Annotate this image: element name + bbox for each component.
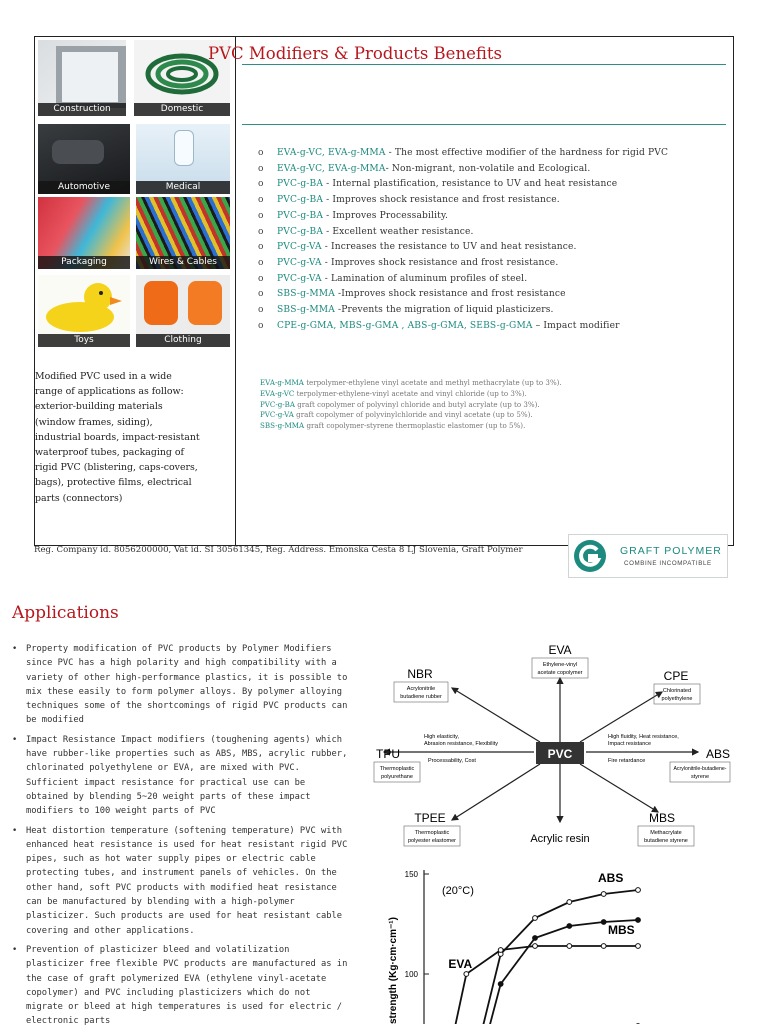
iv-bag-image xyxy=(174,130,194,166)
series-label-mbs: MBS xyxy=(608,923,635,937)
data-point-eva xyxy=(464,972,469,977)
graft-polymer-logo xyxy=(568,534,728,578)
data-point-eva xyxy=(601,944,606,949)
node-desc: Acrylonitrile xyxy=(407,686,435,692)
node-eva: EVA xyxy=(548,643,571,657)
node-tpee: TPEE xyxy=(414,811,445,825)
tile-medical xyxy=(136,124,230,194)
list-item: o PVC-g-BA - Excellent weather resistance. xyxy=(258,225,668,241)
data-point-eva xyxy=(498,948,503,953)
data-point-abs xyxy=(533,916,538,921)
node-cpe: CPE xyxy=(664,669,689,683)
window-frame-image xyxy=(56,46,126,108)
node-desc: polyethylene xyxy=(662,696,693,702)
arrow-tpee xyxy=(452,764,540,820)
node-desc: Acrylonitrile-butadiene- xyxy=(673,766,726,772)
node-tpu: TPU xyxy=(376,747,400,761)
note-item: SBS-g-MMA graft copolymer-styrene thermoplastic elastomer (up to 5%). xyxy=(260,421,562,432)
list-item: o PVC-g-VA - Lamination of aluminum profiles of steel. xyxy=(258,272,668,288)
y-axis-label: strength (Kg·cm·cm⁻¹) xyxy=(388,917,399,1024)
pvc-label: PVC xyxy=(548,747,573,761)
tile-label: Medical xyxy=(136,181,230,194)
list-item: o PVC-g-VA - Increases the resistance to UV and heat resistance. xyxy=(258,240,668,256)
tile-label: Toys xyxy=(38,334,130,347)
arrow-mbs xyxy=(580,764,658,812)
data-point-abs xyxy=(601,892,606,897)
link-label: Fire retardance xyxy=(608,758,645,764)
data-point-eva xyxy=(533,944,538,949)
list-item: o PVC-g-BA - Internal plastification, resistance to UV and heat resistance xyxy=(258,177,668,193)
node-abs: ABS xyxy=(706,747,730,761)
series-label-eva: EVA xyxy=(448,957,472,971)
list-item: o CPE-g-GMA, MBS-g-GMA , ABS-g-GMA, SEBS-g-GMA – Impact modifier xyxy=(258,319,668,335)
tile-label: Packaging xyxy=(38,256,130,269)
tile-label: Automotive xyxy=(38,181,130,194)
list-item: • Prevention of plasticizer bleed and volatilization plasticizer free flexible PVC products are manufactured as in the case of graft polymerized EVA (ethylene vinyl-acetate copolymer) and PVC including plasticizers which do not migrate or bleed at high temperatures is used for electric / electronic parts xyxy=(10,943,350,1029)
node-desc: styrene xyxy=(691,774,709,780)
node-acrylic-resin: Acrylic resin xyxy=(530,833,589,845)
logo-name: GRAFT POLYMER xyxy=(620,545,722,557)
impact-strength-chart xyxy=(380,864,670,1024)
data-point-mbs xyxy=(601,920,606,925)
data-point-mbs xyxy=(636,918,641,923)
node-desc: Ethylene-vinyl xyxy=(543,662,577,668)
y-tick-label: 100 xyxy=(405,970,419,979)
tile-label: Wires & Cables xyxy=(136,256,230,269)
list-item: o PVC-g-BA - Improves shock resistance and frost resistance. xyxy=(258,193,668,209)
tile-label: Construction xyxy=(38,103,126,116)
tile-automotive xyxy=(38,124,130,194)
node-desc: Methacrylate xyxy=(650,830,682,836)
tile-packaging xyxy=(38,197,130,269)
note-item: EVA-g-VC terpolymer-ethylene-vinyl acetate and vinyl chloride (up to 3%). xyxy=(260,389,562,400)
data-point-eva xyxy=(636,944,641,949)
abbreviation-notes xyxy=(260,378,562,432)
car-interior-image xyxy=(52,140,104,164)
life-vest-image xyxy=(144,281,178,325)
rubber-duck-image xyxy=(38,275,130,335)
company-footer: Reg. Company id. 8056200000, Vat id. SI 30561345, Reg. Address. Emonska Cesta 8 LJ Slovenia, Graft Polymer xyxy=(34,545,523,555)
link-label: High fluidity, Heat resistance, xyxy=(608,734,679,740)
list-item: o EVA-g-VC, EVA-g-MMA - The most effective modifier of the hardness for rigid PVC xyxy=(258,146,668,162)
link-label: High elasticity, xyxy=(424,734,460,740)
list-item: o EVA-g-VC, EVA-g-MMA- Non-migrant, non-volatile and Ecological. xyxy=(258,162,668,178)
logo-tagline: COMBINE INCOMPATIBLE xyxy=(624,560,712,567)
data-point-eva xyxy=(567,944,572,949)
tile-label: Domestic xyxy=(134,103,230,116)
node-mbs: MBS xyxy=(649,811,675,825)
life-vest-image xyxy=(188,281,222,325)
list-item: • Heat distortion temperature (softening temperature) PVC with enhanced heat resistance is used for heat resistant rigid PVC pipes, such as hot water supply pipes or electric cable protecting tubes, and instrument panels of vehicles. On the other hand, soft PVC products with modified heat resistance can be manufactured by blending with a high-polymer plasticizer. Such products are used for heat resistant cable covering and other applications. xyxy=(10,824,350,938)
y-tick-label: 150 xyxy=(405,870,419,879)
note-item: PVC-g-BA graft copolymer of polyvinyl chloride and butyl acrylate (up to 3%). xyxy=(260,400,562,411)
node-desc: Chlorinated xyxy=(663,688,691,694)
node-desc: Thermoplastic xyxy=(415,830,450,836)
chart-title: (20°C) xyxy=(442,885,474,897)
benefits-list xyxy=(258,146,668,334)
tile-clothing xyxy=(136,275,230,347)
logo-mark xyxy=(568,534,728,578)
data-point-abs xyxy=(567,900,572,905)
link-label: Processability, Cost xyxy=(428,758,476,764)
page-title: PVC Modifiers & Products Benefits xyxy=(208,44,502,63)
applications-heading: Applications xyxy=(12,603,119,623)
applications-summary: Modified PVC used in a wide range of applications as follow: exterior-building materials (window frames, siding), industrial boards, impact-resistant waterproof tubes, packaging of rigid PVC (blistering, caps-covers, bags), protective films, electrical parts (connectors) xyxy=(35,369,201,506)
list-item: o PVC-g-BA - Improves Processability. xyxy=(258,209,668,225)
list-item: o SBS-g-MMA -Improves shock resistance and frost resistance xyxy=(258,287,668,303)
node-desc: Thermoplastic xyxy=(380,766,415,772)
series-label-abs: ABS xyxy=(598,871,623,885)
node-desc: polyester elastomer xyxy=(408,838,456,844)
node-nbr: NBR xyxy=(407,667,433,681)
list-item: • Impact Resistance Impact modifiers (toughening agents) which have rubber-like properties such as ABS, MBS, acrylic rubber, chlorinated polyethylene or EVA, are mixed with PVC. Sufficient impact resistance for practical use can be obtained by blending 5~20 weight parts of these impact modifiers to 100 weight parts of PVC xyxy=(10,733,350,819)
pvc-compatibility-diagram xyxy=(372,640,732,850)
link-label: Abrasion resistance, Flexibility xyxy=(424,741,498,747)
arrow-nbr xyxy=(452,688,540,742)
node-desc: polyurethane xyxy=(381,774,413,780)
title-rule-top xyxy=(242,64,726,65)
node-desc: butadiene rubber xyxy=(400,694,442,700)
tile-wires-cables xyxy=(136,197,230,269)
tile-toys xyxy=(38,275,130,347)
tile-construction xyxy=(38,40,126,116)
data-point-mbs xyxy=(533,936,538,941)
applications-list xyxy=(10,642,350,1034)
data-point-mbs xyxy=(567,924,572,929)
node-desc: acetate copolymer xyxy=(538,670,583,676)
tile-label: Clothing xyxy=(136,334,230,347)
note-item: EVA-g-MMA terpolymer-ethylene vinyl acetate and methyl methacrylate (up to 3%). xyxy=(260,378,562,389)
note-item: PVC-g-VA graft copolymer of polyvinylchloride and vinyl acetate (up to 5%). xyxy=(260,410,562,421)
link-label: Impact resistance xyxy=(608,741,651,747)
node-desc: butadiene styrene xyxy=(644,838,688,844)
list-item: • Property modification of PVC products by Polymer Modifiers since PVC has a high polarity and high compatibility with a variety of other high-performance plastics, it is possible to mix these easily to form polymer alloys. By polymer alloying techniques some of the shortcomings of rigid PVC products can be modified xyxy=(10,642,350,728)
column-divider xyxy=(235,37,236,545)
list-item: o PVC-g-VA - Improves shock resistance and frost resistance. xyxy=(258,256,668,272)
data-point-mbs xyxy=(498,982,503,987)
data-point-abs xyxy=(636,888,641,893)
title-rule-bottom xyxy=(242,124,726,125)
list-item: o SBS-g-MMA -Prevents the migration of liquid plasticizers. xyxy=(258,303,668,319)
